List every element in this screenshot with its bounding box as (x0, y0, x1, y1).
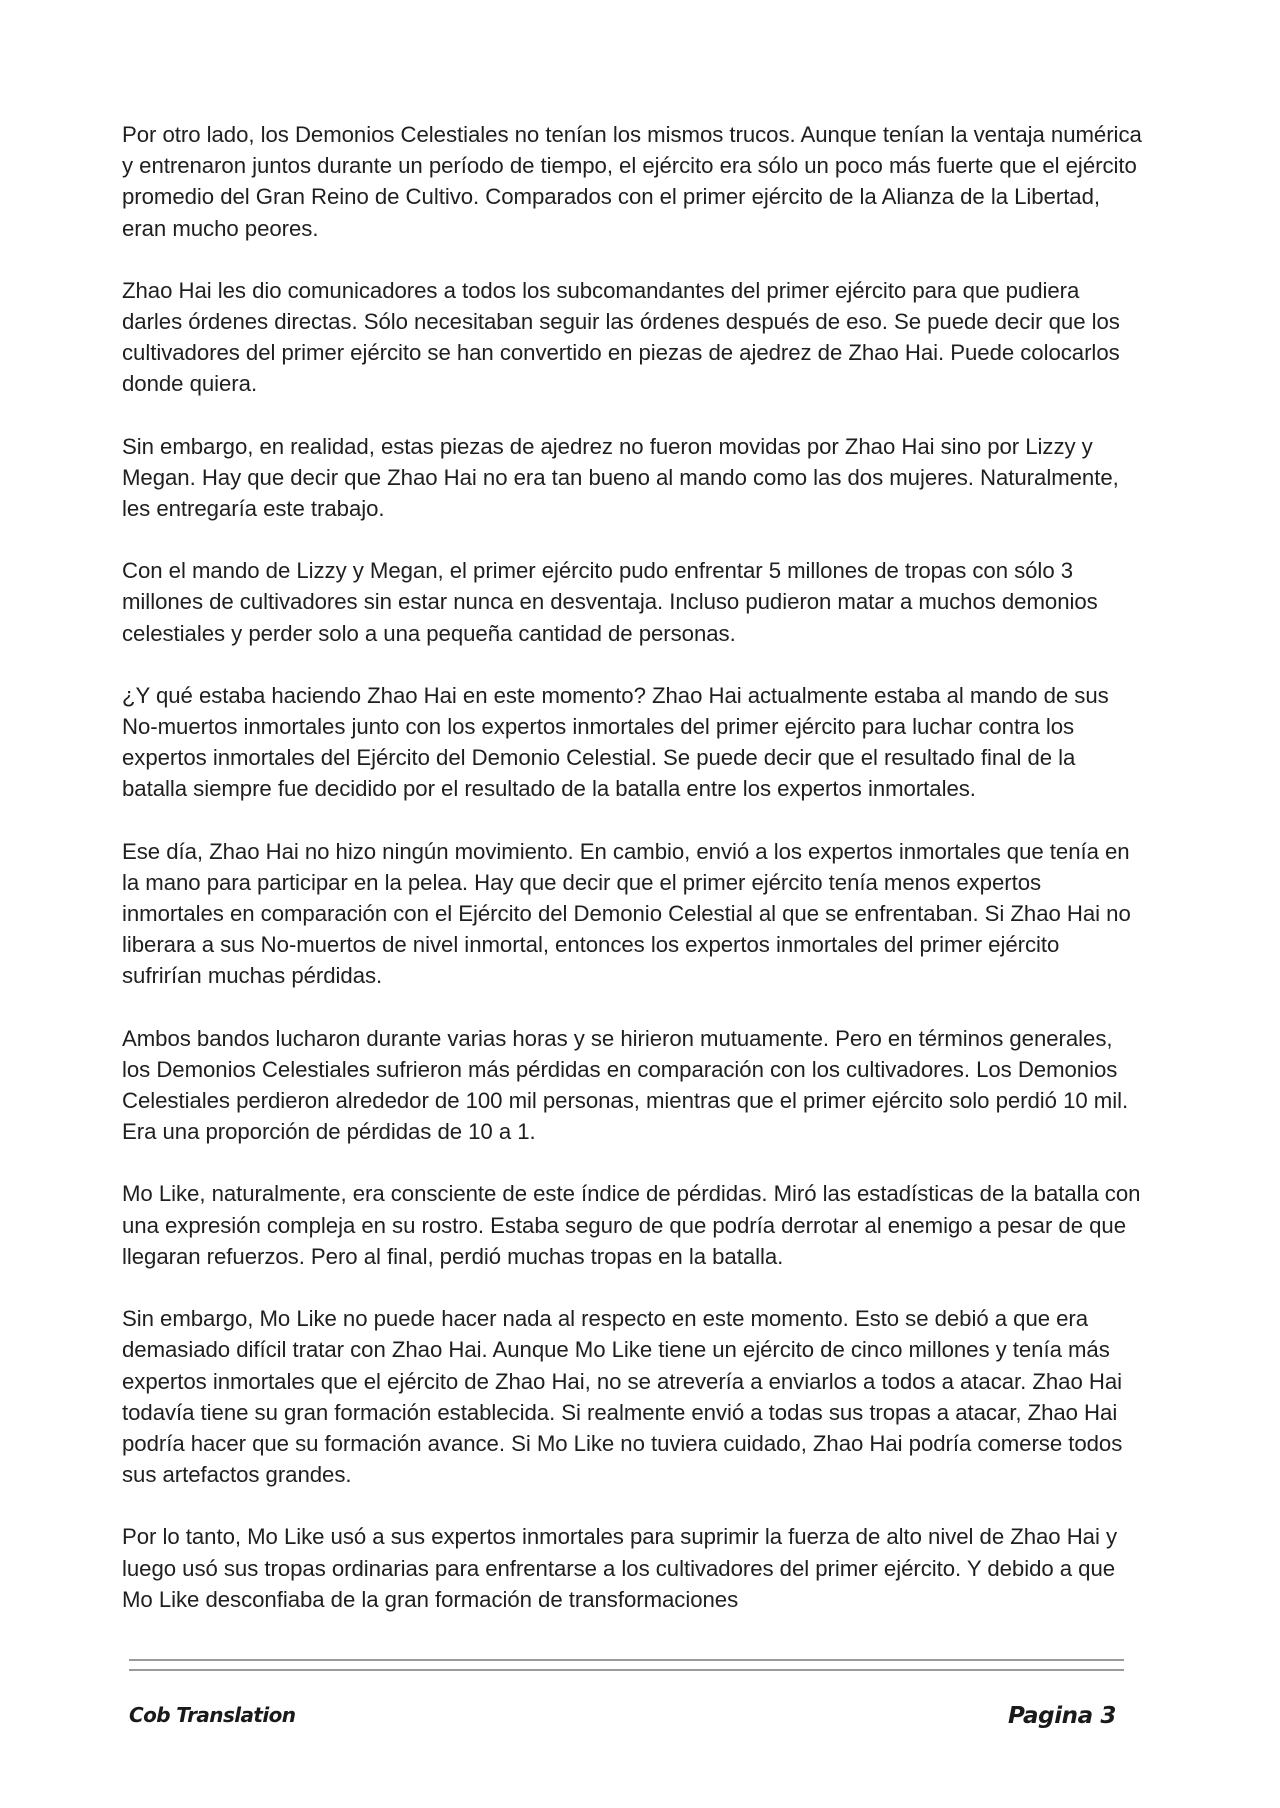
paragraph: Por otro lado, los Demonios Celestiales no tenían los mismos trucos. Aunque tenían la ventaja numérica y entrenaron juntos durante un período de tiempo, el ejército era sólo un poco más fuerte que el ejército promedio del Gran Reino de Cultivo. Comparados con el primer ejército de la Alianza de la Libertad, eran mucho peores. (122, 122, 1142, 241)
paragraph: Ambos bandos lucharon durante varias horas y se hirieron mutuamente. Pero en términos generales, los Demonios Celestiales sufrieron más pérdidas en comparación con los cultivadores. Los Demonios Celestiales perdieron alrededor de 100 mil personas, mientras que el primer ejército solo perdió 10 mil. Era una proporción de pérdidas de 10 a 1. (122, 1025, 1129, 1145)
paragraph: Sin embargo, en realidad, estas piezas de ajedrez no fueron movidas por Zhao Hai sino por Lizzy y Megan. Hay que decir que Zhao Hai no era tan bueno al mando como las dos mujeres. Naturalmente, les entregaría este trabajo. (122, 433, 1119, 522)
paragraph: Sin embargo, Mo Like no puede hacer nada al respecto en este momento. Esto se debió a que era demasiado difícil tratar con Zhao Hai. Aunque Mo Like tiene un ejército de cinco millones y tenía más expertos inmortales que el ejército de Zhao Hai, no se atrevería a enviarlos a todos a atacar. Zhao Hai todavía tiene su gran formación establecida. Si realmente envió a todas sus tropas a atacar, Zhao Hai podría hacer que su formación avance. Si Mo Like no tuviera cuidado, Zhao Hai podría comerse todos sus artefactos grandes. (122, 1306, 1123, 1488)
paragraph: Con el mando de Lizzy y Megan, el primer ejército pudo enfrentar 5 millones de tropas con sólo 3 millones de cultivadores sin estar nunca en desventaja. Incluso pudieron matar a muchos demonios celestiales y perder solo a una pequeña cantidad de personas. (122, 558, 1098, 646)
footer-page-number: Pagina 3 (1008, 1703, 1116, 1729)
paragraph: Mo Like, naturalmente, era consciente de este índice de pérdidas. Miró las estadísticas de la batalla con una expresión compleja en su rostro. Estaba seguro de que podría derrotar al enemigo a pesar de que llegaran refuerzos. Pero al final, perdió muchas tropas en la batalla. (122, 1181, 1141, 1269)
footer-divider-top (129, 1659, 1124, 1661)
paragraph: Por lo tanto, Mo Like usó a sus expertos inmortales para suprimir la fuerza de alto nivel de Zhao Hai y luego usó sus tropas ordinarias para enfrentarse a los cultivadores del primer ejército. Y debido a que Mo Like desconfiaba de la gran formación de transformaciones (122, 1524, 1118, 1612)
paragraph: Zhao Hai les dio comunicadores a todos los subcomandantes del primer ejército para que pudiera darles órdenes directas. Sólo necesitaban seguir las órdenes después de eso. Se puede decir que los cultivadores del primer ejército se han convertido en piezas de ajedrez de Zhao Hai. Puede colocarlos donde quiera. (122, 277, 1120, 397)
document-body (122, 119, 1142, 1646)
paragraph: ¿Y qué estaba haciendo Zhao Hai en este momento? Zhao Hai actualmente estaba al mando de sus No-muertos inmortales junto con los expertos inmortales del primer ejército para luchar contra los expertos inmortales del Ejército del Demonio Celestial. Se puede decir que el resultado final de la batalla siempre fue decidido por el resultado de la batalla entre los expertos inmortales. (122, 682, 1109, 802)
footer-divider-bottom (129, 1669, 1124, 1671)
paragraph: Ese día, Zhao Hai no hizo ningún movimiento. En cambio, envió a los expertos inmortales que tenía en la mano para participar en la pelea. Hay que decir que el primer ejército tenía menos expertos inmortales en comparación con el Ejército del Demonio Celestial al que se enfrentaban. Si Zhao Hai no liberara a sus No-muertos de nivel inmortal, entonces los expertos inmortales del primer ejército sufrirían muchas pérdidas. (122, 838, 1131, 989)
footer-publisher: Cob Translation (129, 1703, 296, 1727)
